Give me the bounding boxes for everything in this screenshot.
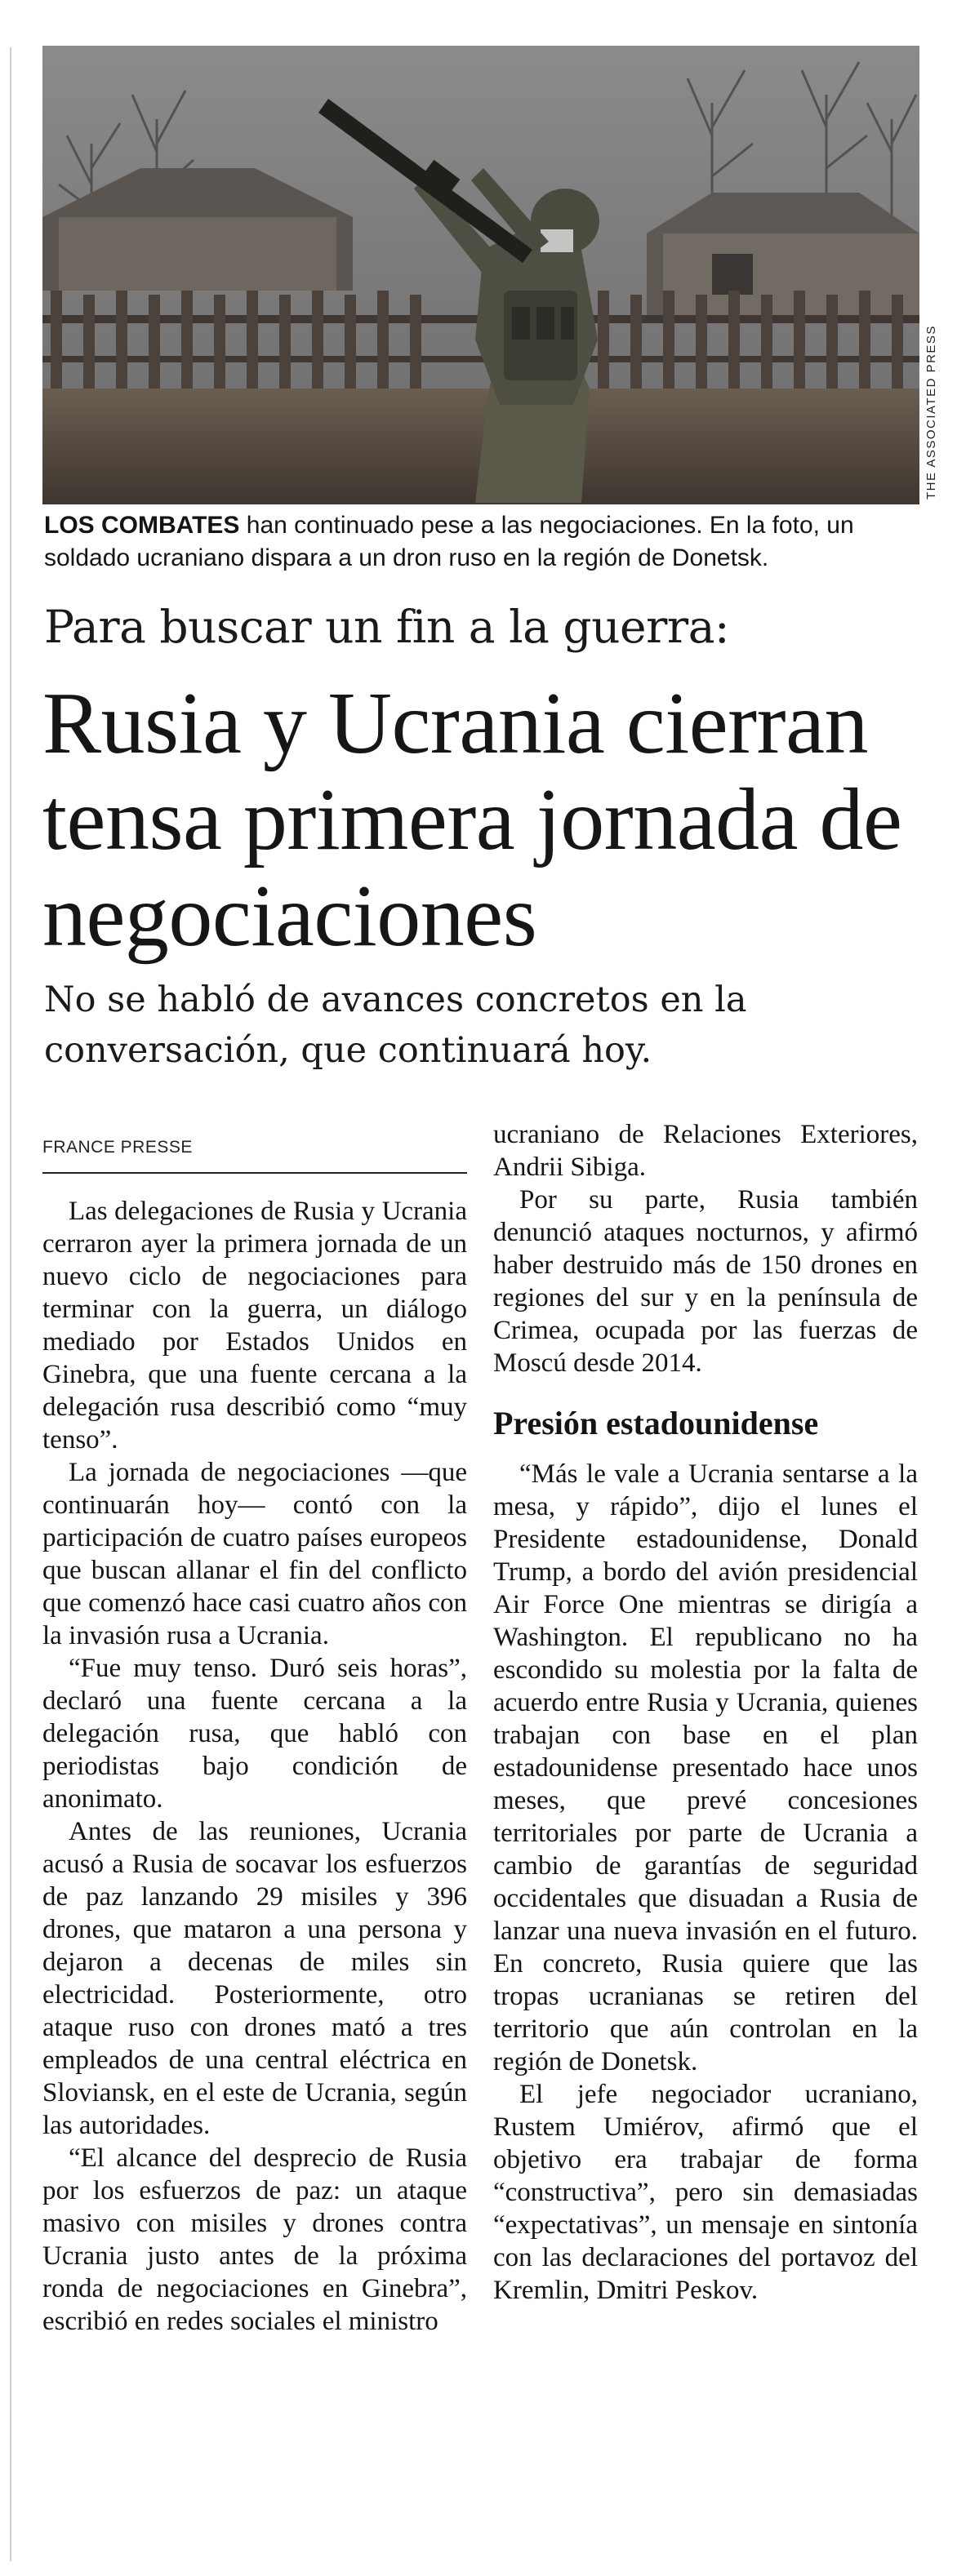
article-paragraph: Antes de las reuniones, Ucrania acusó a Rusia de socavar los esfuerzos de paz lanzando 29 misiles y 396 drones, que mataron a una persona y dejaron a decenas de miles sin electricidad. Posteriormente, otro ataque ruso con drones mató a tres empleados de una central eléctrica en Sloviansk, en el este de Ucrania, según las autoridades. [42,1817,467,2140]
section-heading: Presión estadounidense [493,1405,819,1441]
page-edge-rule [10,47,11,2561]
article-paragraph-continued: ucraniano de Relaciones Exteriores, Andrii Sibiga. [493,1120,918,1182]
article-paragraph: La jornada de negociaciones —que continuarán hoy— contó con la participación de cuatro países europeos que buscan allanar el fin del conflicto que comenzó hace casi cuatro años con la invasión rusa a Ucrania. [42,1458,467,1650]
photo-illustration [42,46,919,504]
photo-caption [44,509,926,575]
article-paragraph: “Fue muy tenso. Duró seis horas”, declaró una fuente cercana a la delegación rusa, que habló con periodistas bajo condición de anonimato. [42,1654,467,1814]
subheadline: No se habló de avances concretos en la conversación, que continuará hoy. [44,979,747,1071]
article-column-right [493,1118,918,2307]
photo-credit: THE ASSOCIATED PRESS [924,325,938,500]
news-photo [42,46,919,504]
caption-lead: LOS COMBATES [44,512,240,539]
caption-text: han continuado pese a las negociaciones. En la foto, un soldado ucraniano dispara a un dron ruso en la región de Donetsk. [44,512,854,571]
article-paragraph: Por su parte, Rusia también denunció ataques nocturnos, y afirmó haber destruido más de 150 drones en regiones del sur y en la península de Crimea, ocupada por las fuerzas de Moscú desde 2014. [493,1185,918,1378]
article-paragraph: “El alcance del desprecio de Rusia por los esfuerzos de paz: un ataque masivo con misiles y drones contra Ucrania justo antes de la próxima ronda de negociaciones en Ginebra”, escribió en redes sociales el ministro [42,2143,467,2336]
byline: FRANCE PRESSE [42,1131,467,1174]
article-column-left [42,1131,467,2338]
article-paragraph: El jefe negociador ucraniano, Rustem Umiérov, afirmó que el objetivo era trabajar de forma “constructiva”, pero sin demasiadas “expectativas”, un mensaje en sintonía con las declaraciones del portavoz del Kremlin, Dmitri Peskov. [493,2080,918,2305]
headline: Rusia y Ucrania cierran tensa primera jornada de negociaciones [42,675,902,965]
article-paragraph: “Más le vale a Ucrania sentarse a la mesa, y rápido”, dijo el lunes el Presidente estadounidense, Donald Trump, a bordo del avión presidencial Air Force One mientras se dirigía a Washington. El republicano no ha escondido su molestia por la falta de acuerdo entre Rusia y Ucrania, quienes trabajan con base en el plan estadounidense presentado hace unos meses, que prevé concesiones territoriales por parte de Ucrania a cambio de garantías de seguridad occidentales que disuadan a Rusia de lanzar una nueva invasión en el futuro. En concreto, Rusia quiere que las tropas ucranianas se retiren del territorio que aún controlan en la región de Donetsk. [493,1459,918,2076]
kicker: Para buscar un fin a la guerra: [44,601,730,653]
article-paragraph: Las delegaciones de Rusia y Ucrania cerraron ayer la primera jornada de un nuevo ciclo de negociaciones para terminar con la guerra, un diálogo mediado por Estados Unidos en Ginebra, que una fuente cercana a la delegación rusa describió como “muy tenso”. [42,1197,467,1455]
